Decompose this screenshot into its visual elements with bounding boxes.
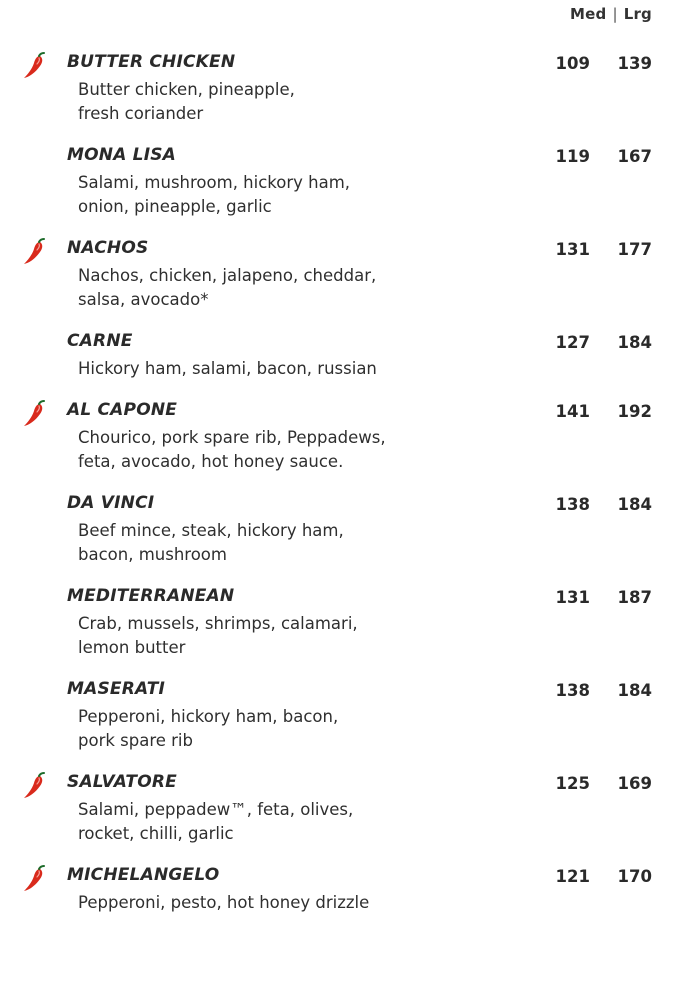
price-medium: 131 bbox=[555, 240, 590, 259]
item-name: SALVATORE bbox=[67, 772, 177, 792]
price-large: 192 bbox=[617, 402, 652, 421]
size-separator: | bbox=[612, 5, 618, 23]
price-large: 167 bbox=[617, 147, 652, 166]
item-description: Butter chicken, pineapple, fresh coriander bbox=[78, 80, 295, 123]
menu-list bbox=[0, 52, 676, 934]
price-medium: 125 bbox=[555, 774, 590, 793]
item-description: Salami, mushroom, hickory ham, onion, pineapple, garlic bbox=[78, 173, 351, 216]
item-name: MICHELANGELO bbox=[67, 865, 220, 885]
price-medium: 138 bbox=[555, 495, 590, 514]
menu-item bbox=[0, 586, 676, 679]
menu-item bbox=[0, 145, 676, 238]
size-label-medium: Med bbox=[570, 5, 607, 23]
chili-pepper-icon bbox=[20, 400, 46, 428]
chili-pepper-icon bbox=[20, 865, 46, 893]
item-description: Chourico, pork spare rib, Peppadews, feta, avocado, hot honey sauce. bbox=[78, 428, 386, 471]
price-large: 177 bbox=[617, 240, 652, 259]
item-name: MONA LISA bbox=[67, 145, 177, 165]
menu-item bbox=[0, 238, 676, 331]
menu-item bbox=[0, 865, 676, 934]
item-name: MASERATI bbox=[67, 679, 166, 699]
item-description: Crab, mussels, shrimps, calamari, lemon butter bbox=[78, 614, 358, 657]
price-medium: 127 bbox=[555, 333, 590, 352]
item-name: MEDITERRANEAN bbox=[67, 586, 235, 606]
price-medium: 141 bbox=[555, 402, 590, 421]
price-large: 184 bbox=[617, 681, 652, 700]
price-large: 170 bbox=[617, 867, 652, 886]
menu-item bbox=[0, 331, 676, 400]
item-description: Pepperoni, pesto, hot honey drizzle bbox=[78, 893, 370, 912]
price-large: 187 bbox=[617, 588, 652, 607]
item-name: NACHOS bbox=[67, 238, 149, 258]
chili-pepper-icon bbox=[20, 52, 46, 80]
chili-pepper-icon bbox=[20, 772, 46, 800]
price-medium: 109 bbox=[555, 54, 590, 73]
menu-item bbox=[0, 772, 676, 865]
item-description: Pepperoni, hickory ham, bacon, pork spare rib bbox=[78, 707, 339, 750]
menu-item bbox=[0, 679, 676, 772]
chili-pepper-icon bbox=[20, 238, 46, 266]
size-label-large: Lrg bbox=[623, 5, 652, 23]
item-description: Nachos, chicken, jalapeno, cheddar, salsa, avocado* bbox=[78, 266, 377, 309]
item-description: Hickory ham, salami, bacon, russian bbox=[78, 359, 377, 378]
price-large: 139 bbox=[617, 54, 652, 73]
menu-item bbox=[0, 400, 676, 493]
price-large: 184 bbox=[617, 333, 652, 352]
menu-item bbox=[0, 493, 676, 586]
price-medium: 131 bbox=[555, 588, 590, 607]
size-header bbox=[570, 5, 652, 23]
price-medium: 138 bbox=[555, 681, 590, 700]
price-large: 169 bbox=[617, 774, 652, 793]
item-name: AL CAPONE bbox=[67, 400, 178, 420]
menu-item bbox=[0, 52, 676, 145]
item-name: CARNE bbox=[67, 331, 133, 351]
item-description: Salami, peppadew™, feta, olives, rocket, chilli, garlic bbox=[78, 800, 354, 843]
item-description: Beef mince, steak, hickory ham, bacon, mushroom bbox=[78, 521, 344, 564]
item-name: BUTTER CHICKEN bbox=[67, 52, 236, 72]
price-medium: 121 bbox=[555, 867, 590, 886]
price-large: 184 bbox=[617, 495, 652, 514]
item-name: DA VINCI bbox=[67, 493, 155, 513]
price-medium: 119 bbox=[555, 147, 590, 166]
